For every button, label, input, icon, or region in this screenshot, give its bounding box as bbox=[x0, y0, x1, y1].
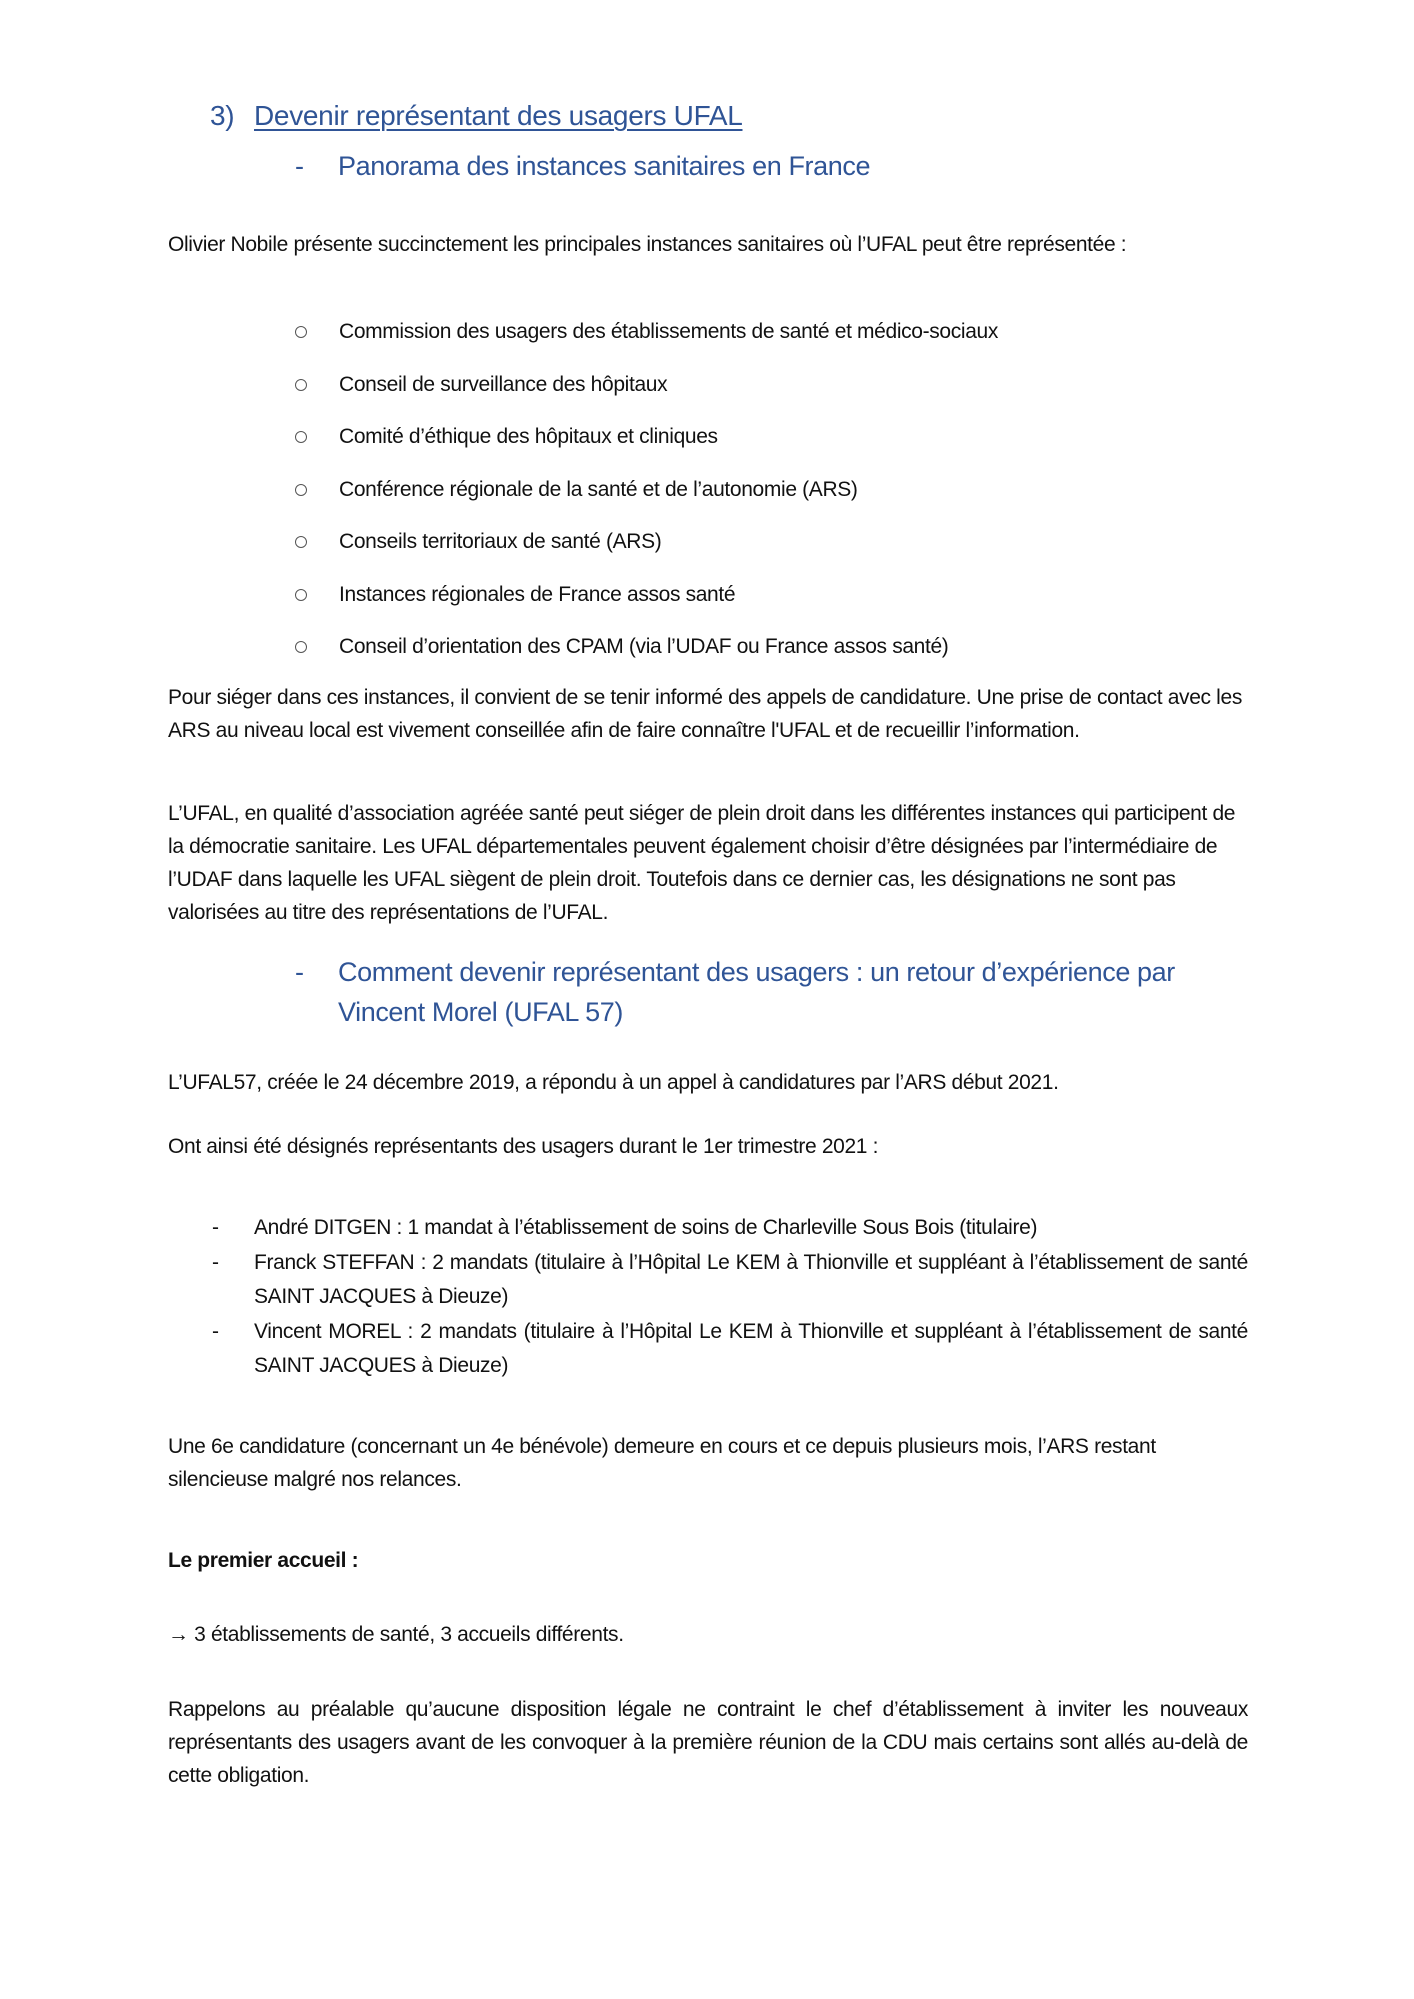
paragraph-sieger: Pour siéger dans ces instances, il convient de se tenir informé des appels de candidature. Une prise de contact avec les ARS au niveau local est vivement conseillée afin de faire connaître l'UFAL et de recueillir l’information. bbox=[168, 686, 1242, 742]
circle-bullet-icon bbox=[295, 536, 307, 548]
subsection-heading-retour bbox=[295, 952, 1258, 1032]
circle-bullet-icon bbox=[295, 484, 307, 496]
section-number: 3) bbox=[210, 100, 235, 131]
circle-bullet-icon bbox=[295, 641, 307, 653]
circle-bullet-icon bbox=[295, 589, 307, 601]
paragraph-arrow: → 3 établissements de santé, 3 accueils différents. bbox=[168, 1623, 624, 1646]
document-page: 3) Devenir représentant des usagers UFAL - Panorama des instances sanitaires en France Olivier Nobile présente succinctement les principales instances sanitaires où l’UFAL peut être représentée : Commission des usagers des établissements de santé et médico-sociaux Conseil de surveillance des hôpitaux Comité d’éthique des hôpitaux et cliniques Conférence régionale de la santé et de l’autonomie (ARS) Conseils territoriaux de santé (ARS) Instances régionales de France assos santé Conseil d’orientation des CPAM (via l’UDAF ou France assos santé) Pour siéger dans ces instances, il convient de se tenir informé des appels de candidature. Une prise de contact avec les ARS au niveau local est vivement conseillée afin de faire connaître l'UFAL et de recueillir l’information. L’UFAL, en qualité d’association agréée santé peut siéger de plein droit dans les différentes instances qui participent de la démocratie sanitaire. Les UFAL départementales peuvent également choisir d’être désignées par l’intermédiaire de l’UDAF dans laquelle les UFAL siègent de plein droit. Toutefois dans ce dernier cas, les désignations ne sont pas valorisées au titre des représentations de l’UFAL. - Comment devenir représentant des usagers : un retour d’expérience par Vincent Morel (UFAL 57) L’UFAL57, créée le 24 décembre 2019, a répondu à un appel à candidatures par l’ARS début 2021. Ont ainsi été désignés représentants des usagers durant le 1er trimestre 2021 : - André DITGEN : 1 mandat à l’établissement de soins de Charleville Sous Bois (titulaire) - Franck STEFFAN : 2 mandats (titulaire à l’Hôpital Le KEM à Thionville et suppléant à l’établissement de santé SAINT JACQUES à Dieuze) - Vincent MOREL : 2 mandats (titulaire à l’Hôpital Le KEM à Thionville et suppléant à l’établissement de santé SAINT JACQUES à Dieuze) Une 6e candidature (concernant un 4e bénévole) demeure en cours et ce depuis plusieurs mois, l’ARS restant silencieuse malgré nos relances. Le premier accueil : → 3 établissements de santé, 3 accueils différents. Rappelons au préalable qu’aucune disposition légale ne contraint le chef d’établissement à inviter les nouveaux représentants des usagers avant de les convoquer à la première réunion de la CDU mais certains sont allés au-delà de cette obligation. bbox=[0, 0, 1414, 1999]
dash-bullet: - bbox=[212, 1216, 219, 1239]
circle-bullet-icon bbox=[295, 431, 307, 443]
subsection-title: Comment devenir représentant des usagers : un retour d’expérience par Vincent Morel (UFAL 57) bbox=[338, 957, 1175, 1027]
subsection-title: Panorama des instances sanitaires en France bbox=[338, 151, 871, 181]
paragraph-rappelons: Rappelons au préalable qu’aucune disposition légale ne contraint le chef d’établissement à inviter les nouveaux représentants des usagers avant de les convoquer à la première réunion de la CDU mais certains sont allés au-delà de cette obligation. bbox=[168, 1698, 1248, 1787]
paragraph-6e-candidature: Une 6e candidature (concernant un 4e bénévole) demeure en cours et ce depuis plusieurs mois, l’ARS restant silencieuse malgré nos relances. bbox=[168, 1435, 1156, 1491]
list-item: - Franck STEFFAN : 2 mandats (titulaire à l’Hôpital Le KEM à Thionville et suppléant à l’établissement de santé SAINT JACQUES à Dieuze) bbox=[210, 1246, 1248, 1315]
circle-bullet-icon bbox=[295, 326, 307, 338]
paragraph-ufal57: L’UFAL57, créée le 24 décembre 2019, a répondu à un appel à candidatures par l’ARS début 2021. bbox=[168, 1071, 1059, 1094]
dash-bullet: - bbox=[295, 151, 304, 181]
section-title: Devenir représentant des usagers UFAL bbox=[254, 100, 743, 131]
premier-accueil-heading: Le premier accueil : bbox=[168, 1549, 359, 1572]
dash-bullet: - bbox=[212, 1250, 219, 1274]
representatives-list bbox=[210, 1211, 1248, 1384]
intro-paragraph: Olivier Nobile présente succinctement les principales instances sanitaires où l’UFAL peut être représentée : bbox=[168, 233, 1127, 256]
dash-bullet: - bbox=[212, 1319, 219, 1343]
circle-bullet-icon bbox=[295, 379, 307, 391]
dash-bullet: - bbox=[295, 957, 304, 987]
paragraph-designes: Ont ainsi été désignés représentants des usagers durant le 1er trimestre 2021 : bbox=[168, 1135, 879, 1158]
section-heading bbox=[210, 100, 743, 132]
subsection-heading-panorama bbox=[295, 146, 1258, 186]
list-item: - André DITGEN : 1 mandat à l’établissement de soins de Charleville Sous Bois (titulaire) bbox=[210, 1211, 1248, 1246]
list-item: - Vincent MOREL : 2 mandats (titulaire à l’Hôpital Le KEM à Thionville et suppléant à l’établissement de santé SAINT JACQUES à Dieuze) bbox=[210, 1315, 1248, 1384]
paragraph-ufal: L’UFAL, en qualité d’association agréée santé peut siéger de plein droit dans les différentes instances qui participent de la démocratie sanitaire. Les UFAL départementales peuvent également choisir d’être désignées par l’intermédiaire de l’UDAF dans laquelle les UFAL siègent de plein droit. Toutefois dans ce dernier cas, les désignations ne sont pas valorisées au titre des représentations de l’UFAL. bbox=[168, 802, 1236, 924]
